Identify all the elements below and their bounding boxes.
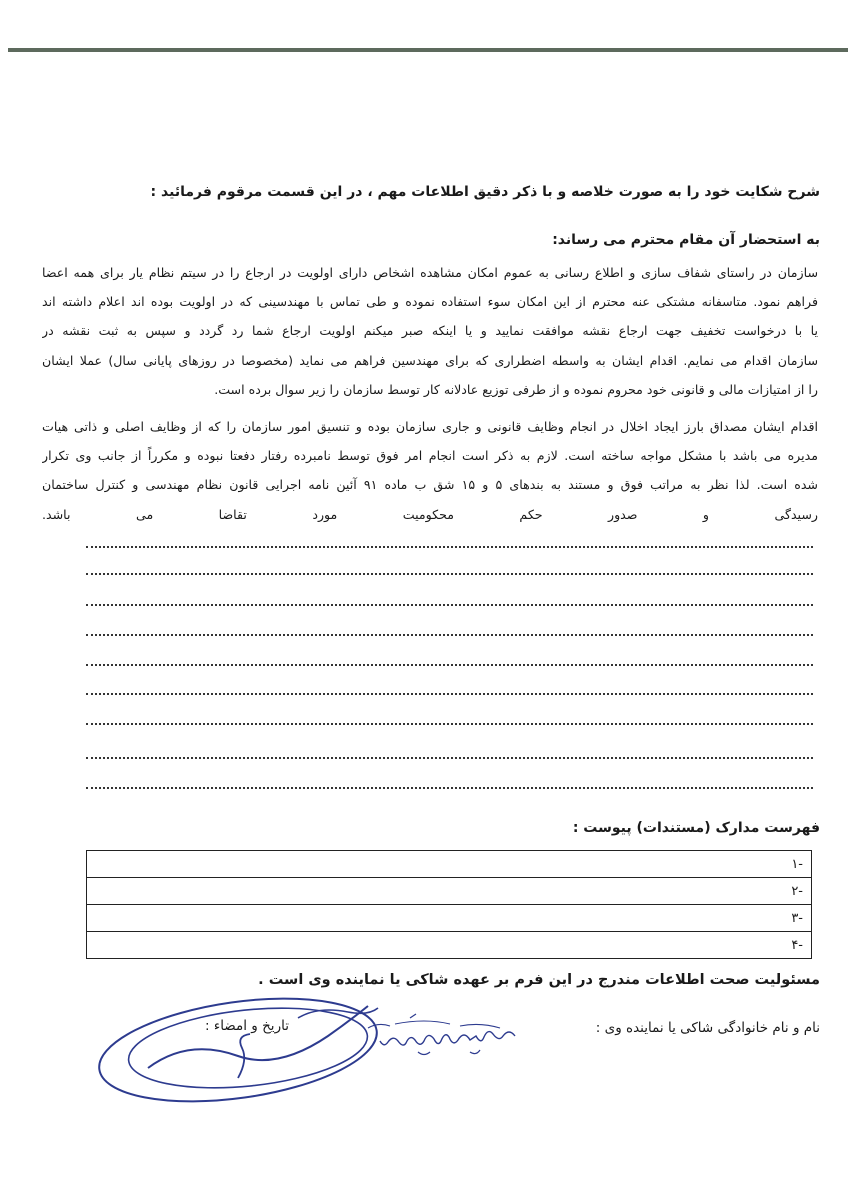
- attachment-row: [87, 932, 812, 959]
- attachment-cell[interactable]: -۳: [87, 905, 812, 932]
- complaint-paragraph-1: [42, 258, 818, 404]
- paragraph-line: سازمان در راستای شفاف سازی و اطلاع رسانی به عموم امکان مشاهده اشخاص دارای اولویت در ارجاع را در سیتم نظام یار برای همه اعضا: [42, 265, 818, 280]
- blank-writing-line[interactable]: [86, 604, 813, 606]
- paragraph-line: رسیدگی و صدور حکم محکومیت مورد تقاضا می باشد.: [42, 506, 818, 522]
- attachment-row: [87, 905, 812, 932]
- complainant-name-label: نام و نام خانوادگی شاکی یا نماینده وی :: [595, 1020, 820, 1036]
- attachment-cell[interactable]: -۲: [87, 878, 812, 905]
- date-signature-label: تاریخ و امضاء :: [205, 1018, 289, 1034]
- paragraph-line: اقدام ایشان مصداق بارز ایجاد اخلال در انجام وظایف قانونی و جاری سازمان بوده و تنسیق امور سازمان را که از وظایف اصلی و ذاتی هیات: [42, 419, 818, 434]
- complaint-instruction-heading: شرح شکایت خود را به صورت خلاصه و با ذکر دقیق اطلاعات مهم ، در این قسمت مرقوم فرمائید :: [150, 184, 820, 200]
- paragraph-line: مدیره می باشد با مشکل مواجه ساخته است. لازم به ذکر است انجام امر فوق توسط نامبرده رفتار دفعتا نبوده و مکرراً از جانب وی تکرار: [42, 448, 818, 464]
- complaint-paragraph-2: [42, 412, 818, 529]
- paragraph-line: را از امتیازات مالی و قانونی خود محروم نموده و از طرفی توزیع عادلانه کار توسط سازمان را زیر سوال برده است.: [214, 381, 818, 397]
- blank-writing-line[interactable]: [86, 693, 813, 695]
- blank-writing-line[interactable]: [86, 573, 813, 575]
- attachment-cell[interactable]: -۴: [87, 932, 812, 959]
- salutation-line: به استحضار آن مقام محترم می رساند:: [552, 232, 820, 248]
- attachments-title: فهرست مدارک (مستندات) پیوست :: [572, 820, 820, 836]
- attachment-row: [87, 878, 812, 905]
- paragraph-line: فراهم نمود. متاسفانه مشتکی عنه محترم از این امکان سوء استفاده نموده و طی تماس با مهندسینی که در اولویت بوده اند اعلام داشته اند: [42, 294, 818, 310]
- blank-writing-line[interactable]: [86, 546, 813, 548]
- blank-writing-line[interactable]: [86, 723, 813, 725]
- responsibility-statement: مسئولیت صحت اطلاعات مندرج در این فرم بر عهده شاکی یا نماینده وی است .: [258, 972, 820, 988]
- signature-stamp: [88, 990, 388, 1110]
- blank-writing-line[interactable]: [86, 634, 813, 636]
- blank-writing-line[interactable]: [86, 757, 813, 759]
- blank-writing-line[interactable]: [86, 787, 813, 789]
- attachments-table: [86, 850, 812, 959]
- paragraph-line: یا با درخواست تخفیف جهت ارجاع نقشه موافقت نمایید و یا اینکه صبر میکنم اولویت ارجاع شما رد گردد و سپس به ثبت نقشه در: [42, 323, 818, 339]
- attachment-cell[interactable]: -۱: [87, 851, 812, 878]
- paragraph-line: شده است. لذا نظر به مراتب فوق و مستند به بندهای ۵ و ۱۵ شق ب ماده ۹۱ آئین نامه اجرایی قانون نظام مهندسی و کنترل ساختمان: [42, 477, 818, 493]
- paragraph-line: سازمان اقدام می نمایم. اقدام ایشان به واسطه اضطراری که برای مهندسین فراهم می نماید (مخصوصا در روزهای پایانی سال) عملا ایشان: [42, 352, 818, 368]
- attachment-row: [87, 851, 812, 878]
- blank-writing-line[interactable]: [86, 664, 813, 666]
